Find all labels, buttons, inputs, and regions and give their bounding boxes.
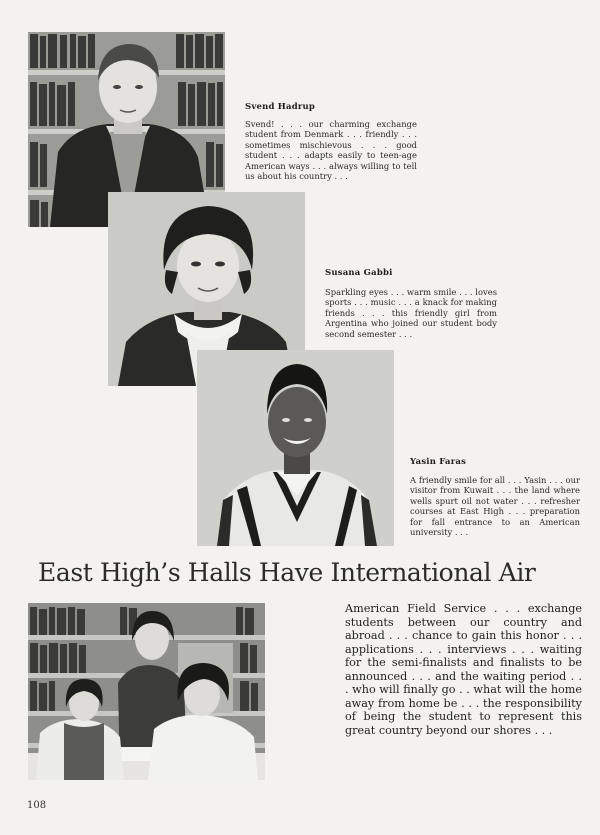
student-name: Yasin Faras bbox=[410, 457, 467, 467]
student-caption: Sparkling eyes . . . warm smile . . . loves sports . . . music . . . a knack for making friends . . . this friendly girl from Argentina who joined our student body second semester . . . bbox=[325, 287, 497, 339]
student-name: Svend Hadrup bbox=[245, 102, 316, 112]
photo-students-at-desk bbox=[28, 603, 265, 780]
photo-yasin-faras bbox=[197, 350, 394, 546]
article-body: American Field Service . . . exchange students between our country and abroad . . . chance to gain this honor . . . applications . . . interviews . . . waiting for the semi-finalists and finalists to be announced . . . and the waiting period . . . who will finally go . . what will the home away from home be . . . the responsibility of being the student to represent this great country beyond our shores . . . bbox=[345, 602, 582, 737]
page-number: 108 bbox=[27, 800, 47, 811]
student-name: Susana Gabbi bbox=[325, 268, 393, 278]
student-caption: A friendly smile for all . . . Yasin . . . our visitor from Kuwait . . . the land where wells spurt oil not water . . . refresher courses at East High . . . preparation for fall entrance to an American university . . . bbox=[410, 475, 580, 538]
page-headline: East High’s Halls Have International Air bbox=[38, 558, 536, 587]
student-caption: Svend! . . . our charming exchange student from Denmark . . . friendly . . . sometimes mischievous . . . good student . . . adapts easily to teen-age American ways . . . always willing to tell us about his country . . . bbox=[245, 119, 417, 182]
